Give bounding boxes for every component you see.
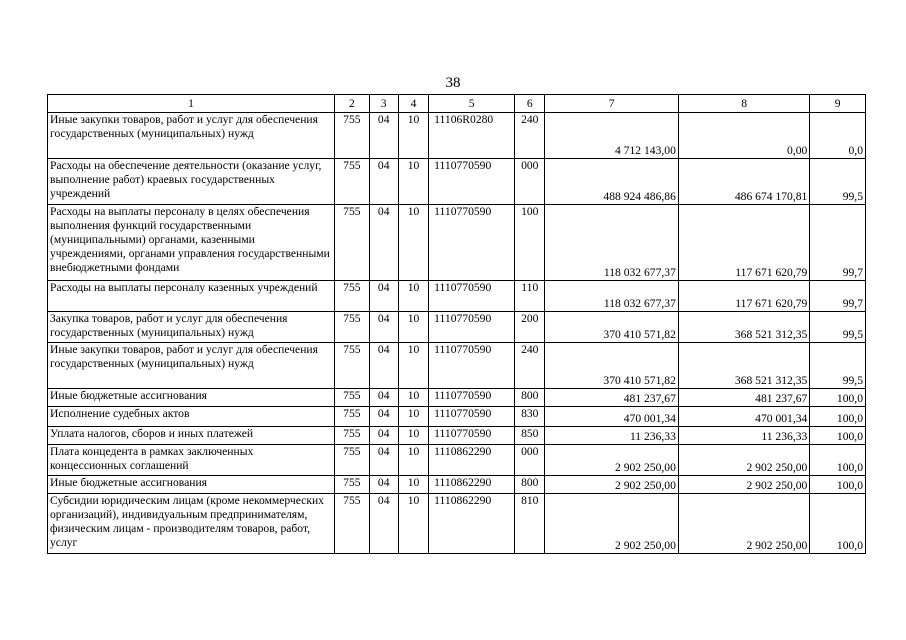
row-section-code: 04	[369, 445, 398, 476]
row-target-article: 1110770590	[429, 312, 515, 343]
row-approved-amount: 2 902 250,00	[545, 494, 678, 554]
row-executed-amount: 117 671 620,79	[678, 281, 809, 312]
row-description: Иные закупки товаров, работ и услуг для обеспечения государственных (муниципальных) нужд	[48, 343, 335, 389]
table-row	[48, 159, 866, 205]
row-approved-amount: 370 410 571,82	[545, 343, 678, 389]
column-header: 4	[398, 95, 428, 113]
row-expense-type: 240	[515, 113, 545, 159]
row-ministry-code: 755	[335, 494, 369, 554]
table-row	[48, 427, 866, 445]
row-expense-type: 800	[515, 476, 545, 494]
row-execution-percent: 100,0	[810, 476, 866, 494]
row-executed-amount: 486 674 170,81	[678, 159, 809, 205]
row-execution-percent: 99,7	[810, 281, 866, 312]
row-executed-amount: 117 671 620,79	[678, 205, 809, 281]
row-description: Расходы на выплаты персоналу казенных учреждений	[48, 281, 335, 312]
row-execution-percent: 100,0	[810, 427, 866, 445]
row-executed-amount: 2 902 250,00	[678, 445, 809, 476]
column-header: 9	[810, 95, 866, 113]
row-subsection-code: 10	[398, 205, 428, 281]
row-ministry-code: 755	[335, 312, 369, 343]
row-section-code: 04	[369, 343, 398, 389]
row-executed-amount: 481 237,67	[678, 389, 809, 407]
table-row	[48, 407, 866, 427]
row-target-article: 1110770590	[429, 407, 515, 427]
row-ministry-code: 755	[335, 343, 369, 389]
row-execution-percent: 0,0	[810, 113, 866, 159]
row-approved-amount: 11 236,33	[545, 427, 678, 445]
row-subsection-code: 10	[398, 312, 428, 343]
row-expense-type: 000	[515, 159, 545, 205]
row-ministry-code: 755	[335, 389, 369, 407]
row-subsection-code: 10	[398, 389, 428, 407]
row-subsection-code: 10	[398, 445, 428, 476]
row-section-code: 04	[369, 389, 398, 407]
row-execution-percent: 99,5	[810, 343, 866, 389]
row-subsection-code: 10	[398, 113, 428, 159]
row-target-article: 1110770590	[429, 427, 515, 445]
row-section-code: 04	[369, 205, 398, 281]
budget-table	[47, 94, 866, 554]
row-approved-amount: 118 032 677,37	[545, 281, 678, 312]
table-row	[48, 494, 866, 554]
row-section-code: 04	[369, 312, 398, 343]
row-subsection-code: 10	[398, 159, 428, 205]
row-ministry-code: 755	[335, 281, 369, 312]
row-subsection-code: 10	[398, 407, 428, 427]
row-ministry-code: 755	[335, 159, 369, 205]
row-target-article: 1110770590	[429, 389, 515, 407]
column-header: 5	[429, 95, 515, 113]
row-expense-type: 240	[515, 343, 545, 389]
row-execution-percent: 99,5	[810, 159, 866, 205]
row-execution-percent: 100,0	[810, 389, 866, 407]
row-subsection-code: 10	[398, 494, 428, 554]
row-expense-type: 100	[515, 205, 545, 281]
row-execution-percent: 99,5	[810, 312, 866, 343]
row-expense-type: 000	[515, 445, 545, 476]
table-row	[48, 445, 866, 476]
column-header: 8	[678, 95, 809, 113]
row-section-code: 04	[369, 427, 398, 445]
row-executed-amount: 2 902 250,00	[678, 494, 809, 554]
table-row	[48, 312, 866, 343]
table-row	[48, 476, 866, 494]
row-executed-amount: 368 521 312,35	[678, 343, 809, 389]
row-description: Уплата налогов, сборов и иных платежей	[48, 427, 335, 445]
row-approved-amount: 470 001,34	[545, 407, 678, 427]
row-expense-type: 810	[515, 494, 545, 554]
row-section-code: 04	[369, 113, 398, 159]
row-ministry-code: 755	[335, 427, 369, 445]
table-row	[48, 113, 866, 159]
row-approved-amount: 118 032 677,37	[545, 205, 678, 281]
row-description: Расходы на выплаты персоналу в целях обеспечения выполнения функций государственными (муниципальными) органами, казенными учреждениями, органами управления государственными внебюджетными фондами	[48, 205, 335, 281]
row-approved-amount: 2 902 250,00	[545, 476, 678, 494]
row-expense-type: 800	[515, 389, 545, 407]
row-target-article: 1110770590	[429, 343, 515, 389]
column-header: 1	[48, 95, 335, 113]
row-ministry-code: 755	[335, 445, 369, 476]
row-executed-amount: 0,00	[678, 113, 809, 159]
row-executed-amount: 11 236,33	[678, 427, 809, 445]
row-description: Иные бюджетные ассигнования	[48, 476, 335, 494]
row-description: Расходы на обеспечение деятельности (оказание услуг, выполнение работ) краевых государственных учреждений	[48, 159, 335, 205]
row-subsection-code: 10	[398, 281, 428, 312]
row-executed-amount: 368 521 312,35	[678, 312, 809, 343]
column-header: 3	[369, 95, 398, 113]
row-ministry-code: 755	[335, 407, 369, 427]
row-executed-amount: 2 902 250,00	[678, 476, 809, 494]
row-target-article: 1110770590	[429, 159, 515, 205]
row-target-article: 1110862290	[429, 476, 515, 494]
row-ministry-code: 755	[335, 476, 369, 494]
row-execution-percent: 100,0	[810, 445, 866, 476]
row-approved-amount: 4 712 143,00	[545, 113, 678, 159]
row-description: Иные закупки товаров, работ и услуг для обеспечения государственных (муниципальных) нужд	[48, 113, 335, 159]
table-row	[48, 389, 866, 407]
table-row	[48, 281, 866, 312]
row-approved-amount: 481 237,67	[545, 389, 678, 407]
row-ministry-code: 755	[335, 205, 369, 281]
row-expense-type: 850	[515, 427, 545, 445]
column-header: 7	[545, 95, 678, 113]
row-expense-type: 110	[515, 281, 545, 312]
row-expense-type: 200	[515, 312, 545, 343]
row-target-article: 1110862290	[429, 494, 515, 554]
row-ministry-code: 755	[335, 113, 369, 159]
row-subsection-code: 10	[398, 476, 428, 494]
row-target-article: 11106R0280	[429, 113, 515, 159]
table-row	[48, 343, 866, 389]
row-approved-amount: 488 924 486,86	[545, 159, 678, 205]
row-section-code: 04	[369, 281, 398, 312]
row-section-code: 04	[369, 159, 398, 205]
row-expense-type: 830	[515, 407, 545, 427]
page-number: 38	[445, 75, 461, 91]
row-execution-percent: 100,0	[810, 494, 866, 554]
row-target-article: 1110770590	[429, 281, 515, 312]
table-body	[48, 113, 866, 554]
row-description: Субсидии юридическим лицам (кроме некоммерческих организаций), индивидуальным предпринимателям, физическим лицам - производителям товаров, работ, услуг	[48, 494, 335, 554]
row-section-code: 04	[369, 476, 398, 494]
row-section-code: 04	[369, 407, 398, 427]
header-row	[48, 95, 866, 113]
row-subsection-code: 10	[398, 427, 428, 445]
row-approved-amount: 2 902 250,00	[545, 445, 678, 476]
row-description: Иные бюджетные ассигнования	[48, 389, 335, 407]
column-header: 2	[335, 95, 369, 113]
row-description: Закупка товаров, работ и услуг для обеспечения государственных (муниципальных) нужд	[48, 312, 335, 343]
row-executed-amount: 470 001,34	[678, 407, 809, 427]
row-execution-percent: 100,0	[810, 407, 866, 427]
row-subsection-code: 10	[398, 343, 428, 389]
column-header: 6	[515, 95, 545, 113]
row-target-article: 1110862290	[429, 445, 515, 476]
row-execution-percent: 99,7	[810, 205, 866, 281]
row-approved-amount: 370 410 571,82	[545, 312, 678, 343]
table-row	[48, 205, 866, 281]
row-description: Исполнение судебных актов	[48, 407, 335, 427]
row-description: Плата концедента в рамках заключенных концессионных соглашений	[48, 445, 335, 476]
row-target-article: 1110770590	[429, 205, 515, 281]
row-section-code: 04	[369, 494, 398, 554]
